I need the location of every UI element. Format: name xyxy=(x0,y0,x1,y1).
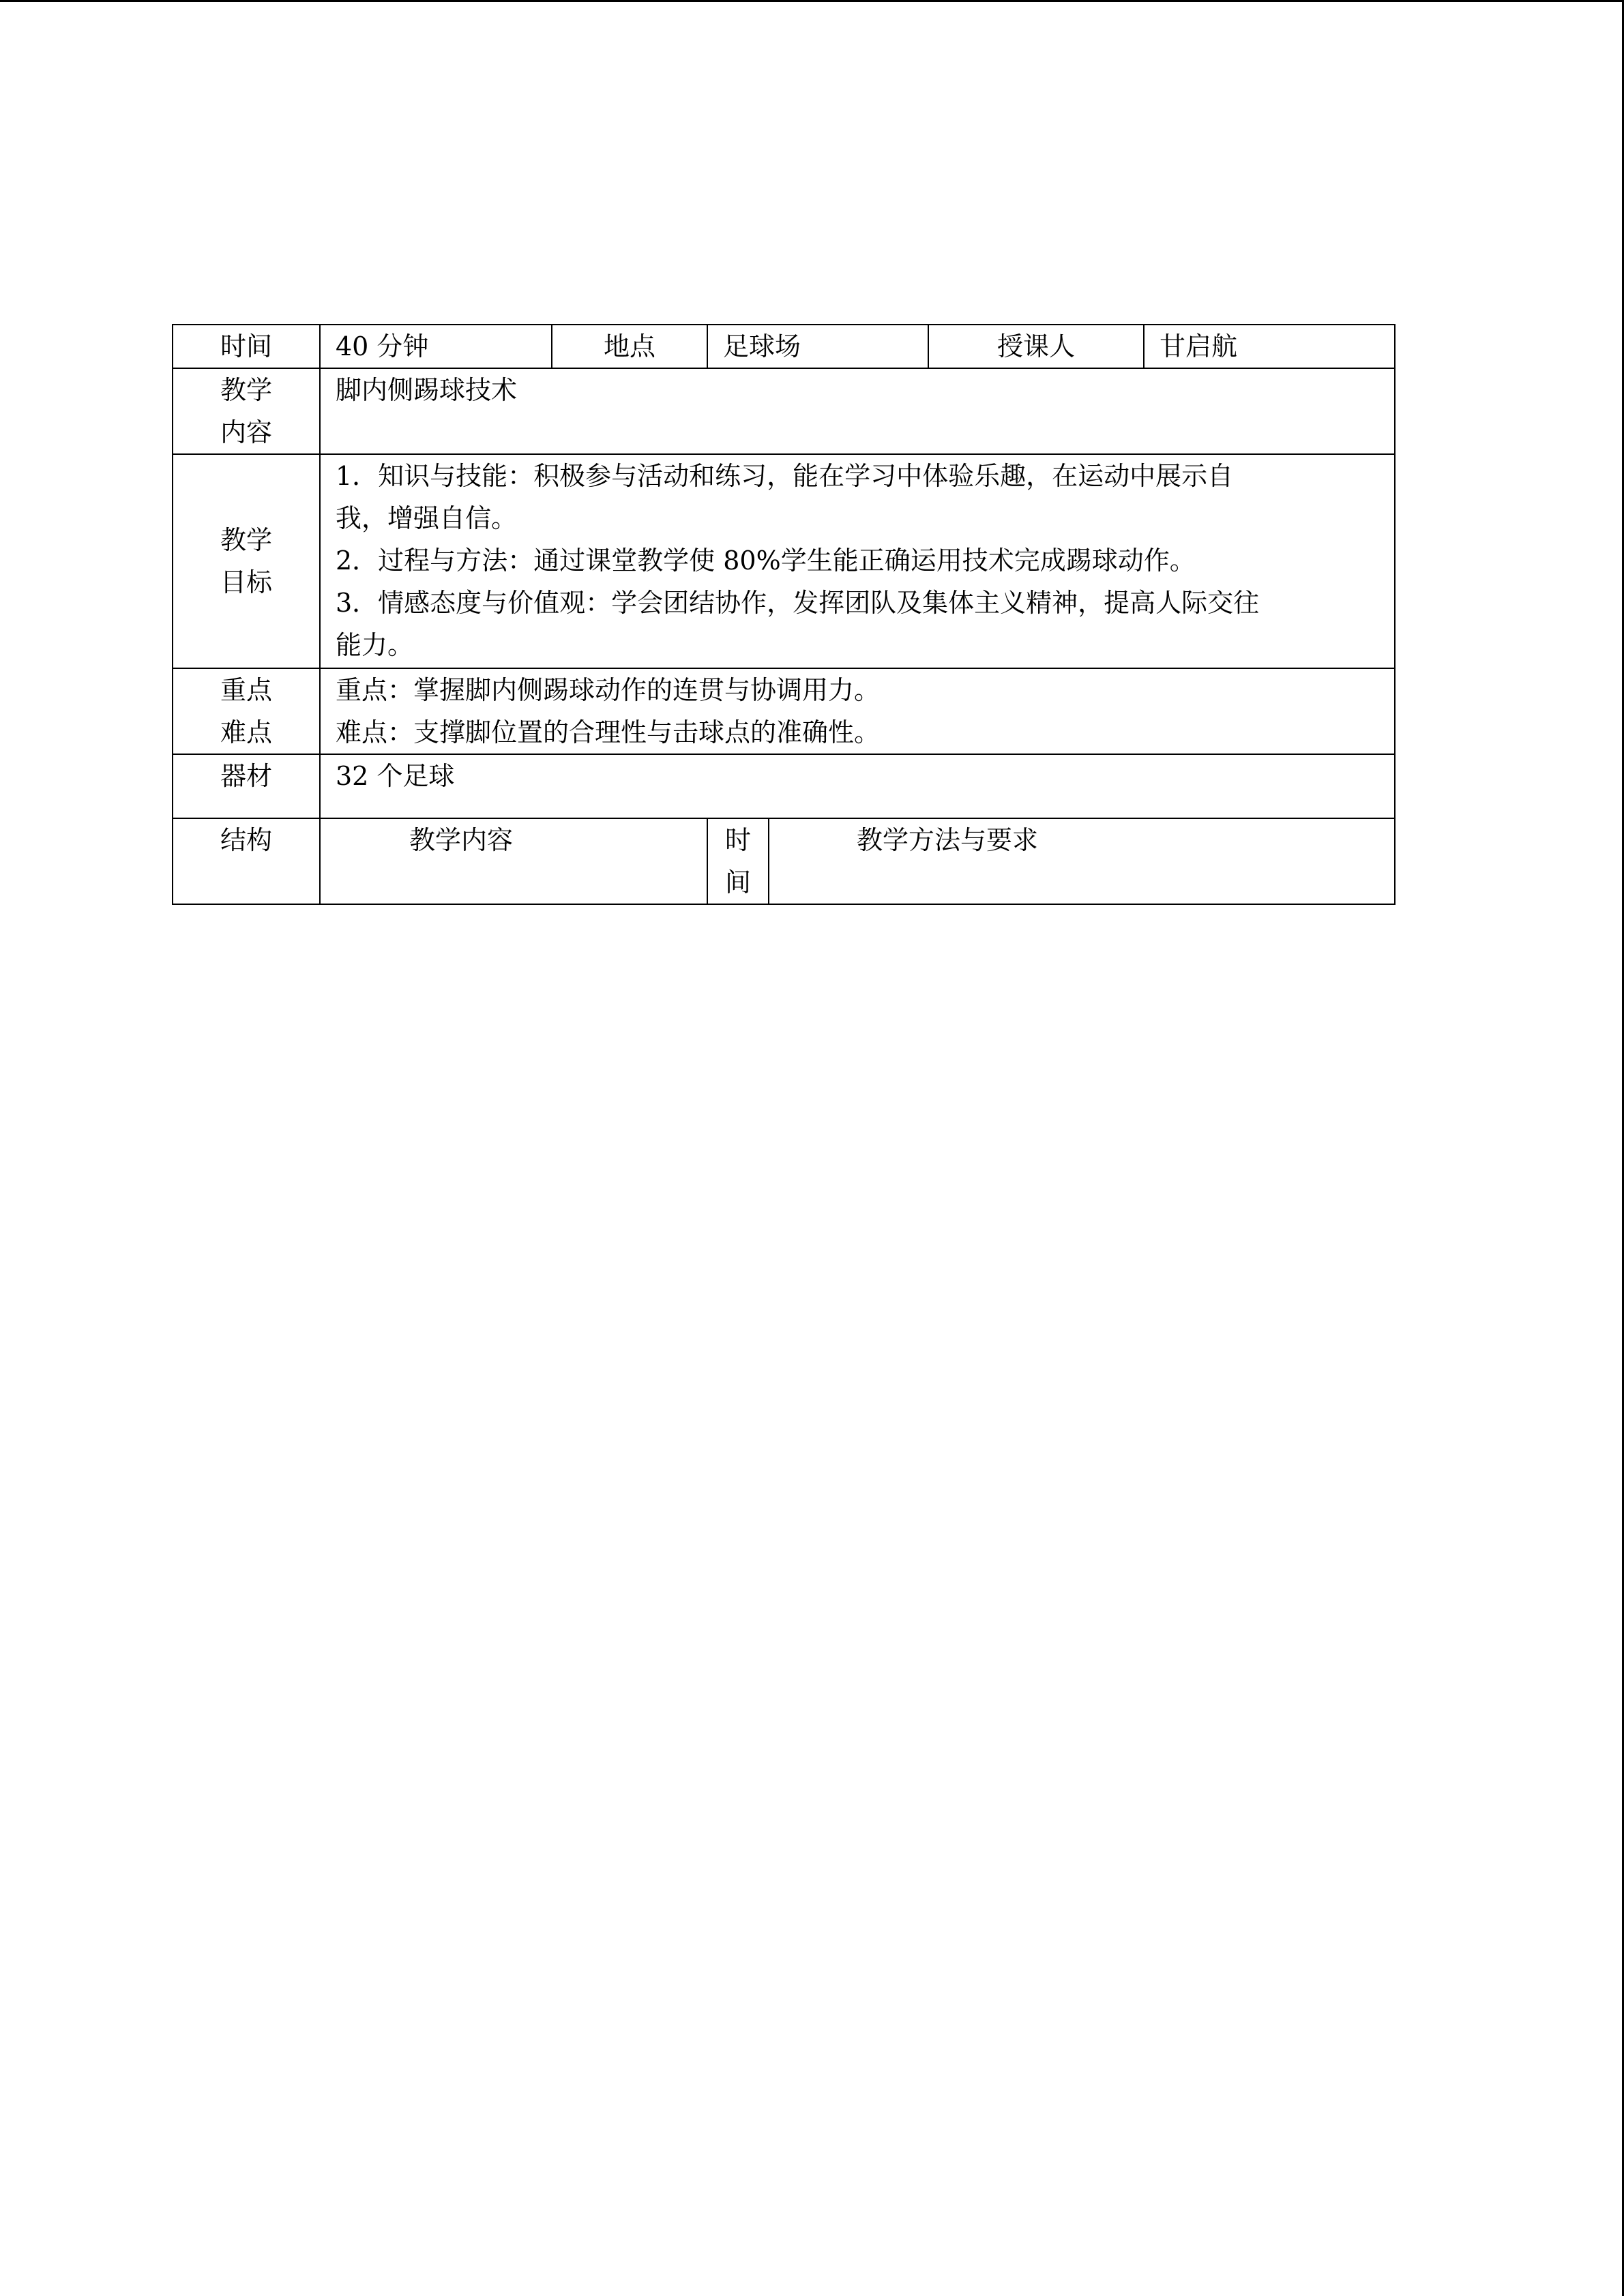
time-label: 时间 xyxy=(173,325,320,368)
goals-value xyxy=(320,454,1395,668)
time-value: 40 分钟 xyxy=(320,325,552,368)
time-header-line1: 时 xyxy=(724,825,751,855)
key-difficulty-label xyxy=(173,668,320,754)
page-top-border xyxy=(0,0,1624,2)
goals-label-line1: 教学 xyxy=(220,525,272,555)
goals-line: 1．知识与技能：积极参与活动和练习，能在学习中体验乐趣，在运动中展示自 xyxy=(336,461,1234,491)
goals-label-line2: 目标 xyxy=(220,567,272,597)
content-label-line1: 教学 xyxy=(220,375,272,405)
place-value: 足球场 xyxy=(707,325,928,368)
goals-row xyxy=(173,454,1395,668)
meta-row xyxy=(173,325,1395,368)
teaching-method-header: 教学方法与要求 xyxy=(769,818,1395,904)
structure-label: 结构 xyxy=(173,818,320,904)
goals-line: 3．情感态度与价值观：学会团结协作，发挥团队及集体主义精神，提高人际交往 xyxy=(336,588,1260,618)
content-value: 脚内侧踢球技术 xyxy=(320,368,1395,454)
structure-header-row xyxy=(173,818,1395,904)
key-label-line1: 重点 xyxy=(220,675,272,705)
time-header-line2: 间 xyxy=(724,867,751,897)
lesson-plan-table xyxy=(172,324,1396,905)
goals-label xyxy=(173,454,320,668)
goals-line: 2．过程与方法：通过课堂教学使 80%学生能正确运用技术完成踢球动作。 xyxy=(336,546,1196,576)
key-difficulty-row xyxy=(173,668,1395,754)
key-point: 重点：掌握脚内侧踢球动作的连贯与协调用力。 xyxy=(336,675,881,705)
goals-line: 能力。 xyxy=(336,630,414,660)
place-label: 地点 xyxy=(552,325,707,368)
equipment-label: 器材 xyxy=(173,754,320,818)
difficulty-point: 难点：支撑脚位置的合理性与击球点的准确性。 xyxy=(336,717,881,747)
time-header xyxy=(707,818,769,904)
equipment-row xyxy=(173,754,1395,818)
key-difficulty-value xyxy=(320,668,1395,754)
teaching-content-header: 教学内容 xyxy=(320,818,707,904)
key-label-line2: 难点 xyxy=(220,717,272,747)
content-label xyxy=(173,368,320,454)
teacher-label: 授课人 xyxy=(928,325,1144,368)
equipment-value: 32 个足球 xyxy=(320,754,1395,818)
goals-line: 我，增强自信。 xyxy=(336,503,518,533)
content-label-line2: 内容 xyxy=(220,417,272,447)
teacher-value: 甘启航 xyxy=(1144,325,1395,368)
content-row xyxy=(173,368,1395,454)
